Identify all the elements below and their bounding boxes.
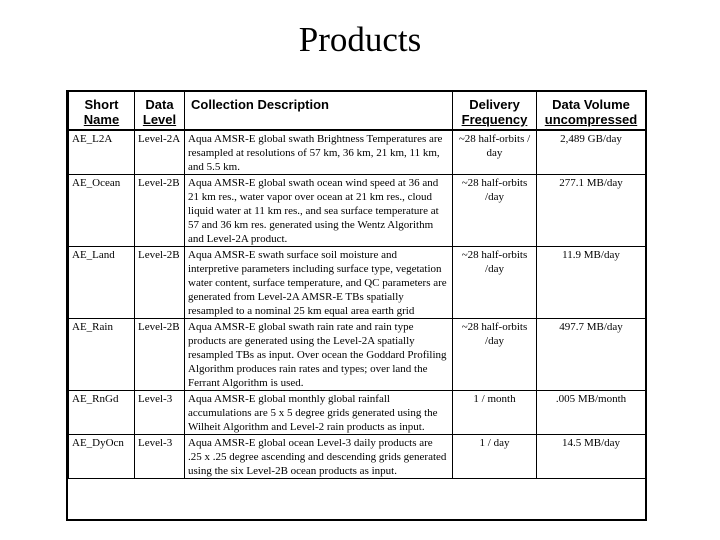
table-row — [69, 175, 646, 247]
cell-short-name: AE_RnGd — [69, 391, 135, 435]
column-header-delivery-frequency — [453, 92, 537, 130]
cell-description: Aqua AMSR-E global swath ocean wind speed at 36 and 21 km res., water vapor over ocean at 21 km res., cloud liquid water at 11 km res., and sea surface temperature at 57 and 36 km res. generated using the Wentz Algorithm and Level-2A product. — [185, 175, 453, 247]
cell-data-volume: 277.1 MB/day — [537, 175, 646, 247]
cell-description: Aqua AMSR-E swath surface soil moisture and interpretive parameters including surface type, vegetation water content, surface temperature, and QC parameters are generated from Level-2A AMSR-E TBs spatially resampled to a nominal 25 km equal area earth grid — [185, 247, 453, 319]
table-row — [69, 319, 646, 391]
header-text: Short — [84, 97, 119, 112]
cell-data-volume: 2,489 GB/day — [537, 130, 646, 175]
cell-data-level: Level-2A — [135, 130, 185, 175]
cell-description: Aqua AMSR-E global swath rain rate and rain type products are generated using the Level-2A spatially resampled TBs as input. Over ocean the Goddard Profiling Algorithm produces rain rates and types; over land the Ferrant Algorithm is used. — [185, 319, 453, 391]
cell-short-name: AE_L2A — [69, 130, 135, 175]
table-header-row — [69, 92, 646, 130]
cell-data-level: Level-3 — [135, 435, 185, 479]
cell-data-level: Level-3 — [135, 391, 185, 435]
cell-description: Aqua AMSR-E global ocean Level-3 daily products are .25 x .25 degree ascending and descending grids generated using the six Level-2B ocean products as input. — [185, 435, 453, 479]
cell-data-level: Level-2B — [135, 175, 185, 247]
cell-delivery-frequency: ~28 half-orbits /day — [453, 247, 537, 319]
column-header-short-name — [69, 92, 135, 130]
cell-delivery-frequency: ~28 half-orbits /day — [453, 175, 537, 247]
column-header-data-volume — [537, 92, 646, 130]
cell-delivery-frequency: 1 / day — [453, 435, 537, 479]
header-text: Name — [83, 112, 120, 127]
header-text: Frequency — [461, 112, 528, 127]
cell-data-volume: 14.5 MB/day — [537, 435, 646, 479]
table-row — [69, 130, 646, 175]
cell-delivery-frequency: ~28 half-orbits / day — [453, 130, 537, 175]
column-header-description — [185, 92, 453, 130]
cell-description: Aqua AMSR-E global monthly global rainfall accumulations are 5 x 5 degree grids generated using the Wilheit Algorithm and Level-2 rain products as input. — [185, 391, 453, 435]
cell-short-name: AE_Ocean — [69, 175, 135, 247]
cell-data-volume: .005 MB/month — [537, 391, 646, 435]
cell-delivery-frequency: 1 / month — [453, 391, 537, 435]
cell-short-name: AE_Land — [69, 247, 135, 319]
cell-delivery-frequency: ~28 half-orbits /day — [453, 319, 537, 391]
header-text: uncompressed — [544, 112, 638, 127]
page-title: Products — [298, 20, 422, 59]
cell-data-level: Level-2B — [135, 319, 185, 391]
table-row — [69, 435, 646, 479]
cell-description: Aqua AMSR-E global swath Brightness Temperatures are resampled at resolutions of 57 km, 36 km, 21 km, 11 km, and 5.5 km. — [185, 130, 453, 175]
header-text: Collection Description — [191, 97, 329, 112]
header-text: Data — [145, 97, 174, 112]
header-text: Data Volume — [552, 97, 630, 112]
column-header-data-level — [135, 92, 185, 130]
cell-data-volume: 497.7 MB/day — [537, 319, 646, 391]
header-text: Delivery — [469, 97, 520, 112]
cell-data-level: Level-2B — [135, 247, 185, 319]
cell-short-name: AE_Rain — [69, 319, 135, 391]
products-table — [66, 90, 647, 521]
cell-short-name: AE_DyOcn — [69, 435, 135, 479]
cell-data-volume: 11.9 MB/day — [537, 247, 646, 319]
header-text: Level — [142, 112, 177, 127]
table-row — [69, 247, 646, 319]
table-row — [69, 391, 646, 435]
